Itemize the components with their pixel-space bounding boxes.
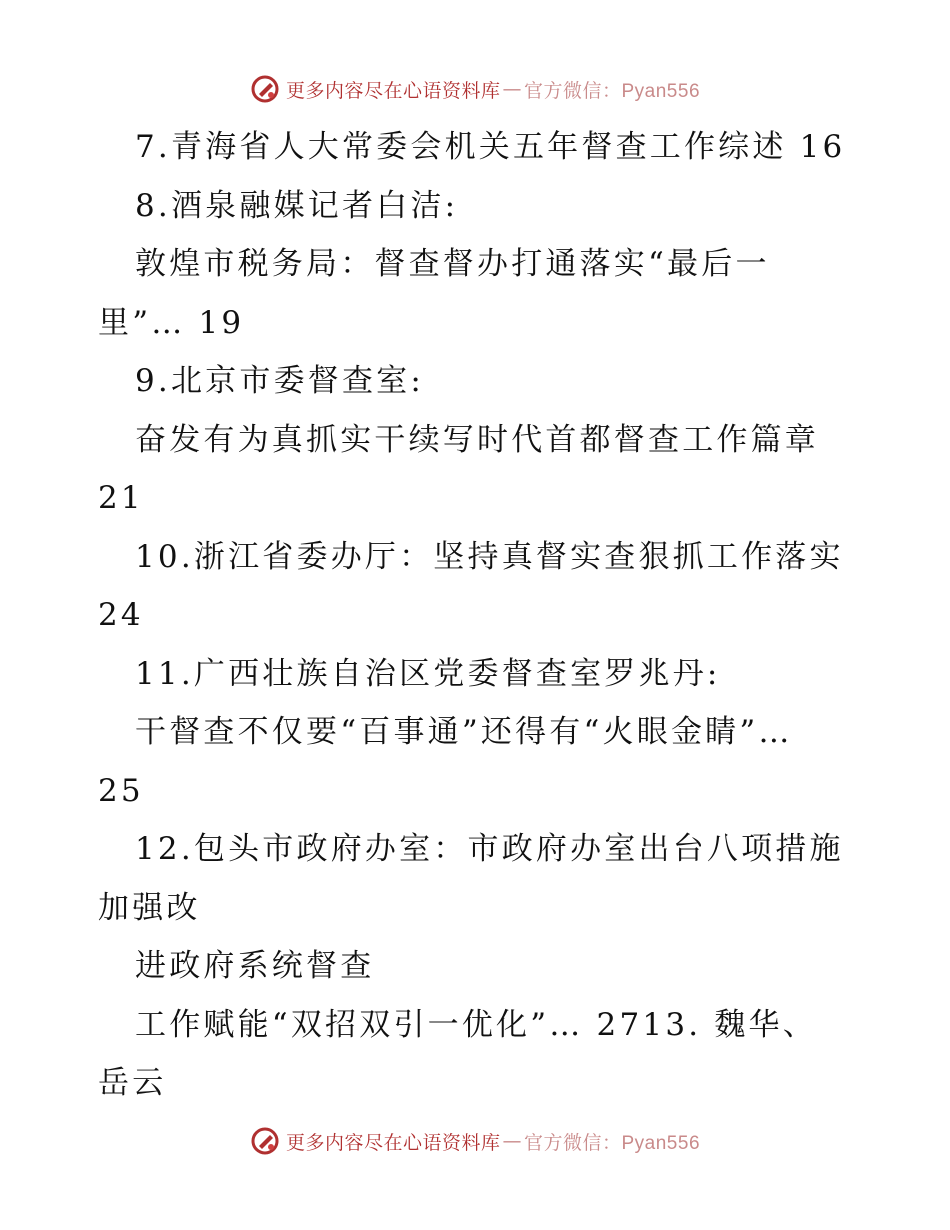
- watermark-contact-text: 官方微信：Pyan556: [524, 1132, 701, 1154]
- watermark-separator: —: [502, 1130, 522, 1152]
- watermark-separator: —: [502, 78, 522, 100]
- toc-line: 7.青海省人大常委会机关五年督查工作综述 16: [135, 129, 846, 165]
- toc-line: 奋发有为真抓实干续写时代首都督查工作篇章: [135, 421, 819, 458]
- toc-line: 8.酒泉融媒记者白洁:: [135, 187, 459, 224]
- toc-line: 9.北京市委督查室:: [135, 363, 425, 399]
- watermark-main-text: 更多内容尽在心语资料库: [285, 1131, 501, 1154]
- watermark-main-text: 更多内容尽在心语资料库: [285, 79, 501, 102]
- logo-icon: [250, 74, 280, 104]
- footer-watermark: [0, 1124, 950, 1158]
- toc-line: 进政府系统督查: [135, 948, 375, 984]
- header-watermark: [0, 72, 950, 106]
- logo-icon: [250, 1126, 280, 1156]
- toc-line: 加强改: [98, 889, 201, 926]
- toc-line: 11.广西壮族自治区党委督查室罗兆丹:: [135, 655, 721, 692]
- toc-line: 10.浙江省委办厅：坚持真督实查狠抓工作落实: [135, 538, 844, 575]
- watermark-contact-text: 官方微信：Pyan556: [524, 80, 701, 102]
- toc-line: 25: [98, 772, 144, 809]
- toc-line: 敦煌市税务局：督查督办打通落实“最后一: [135, 246, 770, 282]
- document-body: [98, 118, 858, 1113]
- toc-line: 12.包头市政府办室：市政府办室出台八项措施: [135, 831, 844, 867]
- toc-line: 工作赋能“双招双引一优化”… 2713. 魏华、: [135, 1006, 817, 1043]
- toc-line: 岳云: [98, 1065, 167, 1101]
- toc-line: 24: [98, 597, 144, 633]
- toc-line: 干督查不仅要“百事通”还得有“火眼金睛”…: [135, 714, 793, 750]
- toc-line: 21: [98, 480, 144, 516]
- toc-line: 里”… 19: [98, 304, 245, 341]
